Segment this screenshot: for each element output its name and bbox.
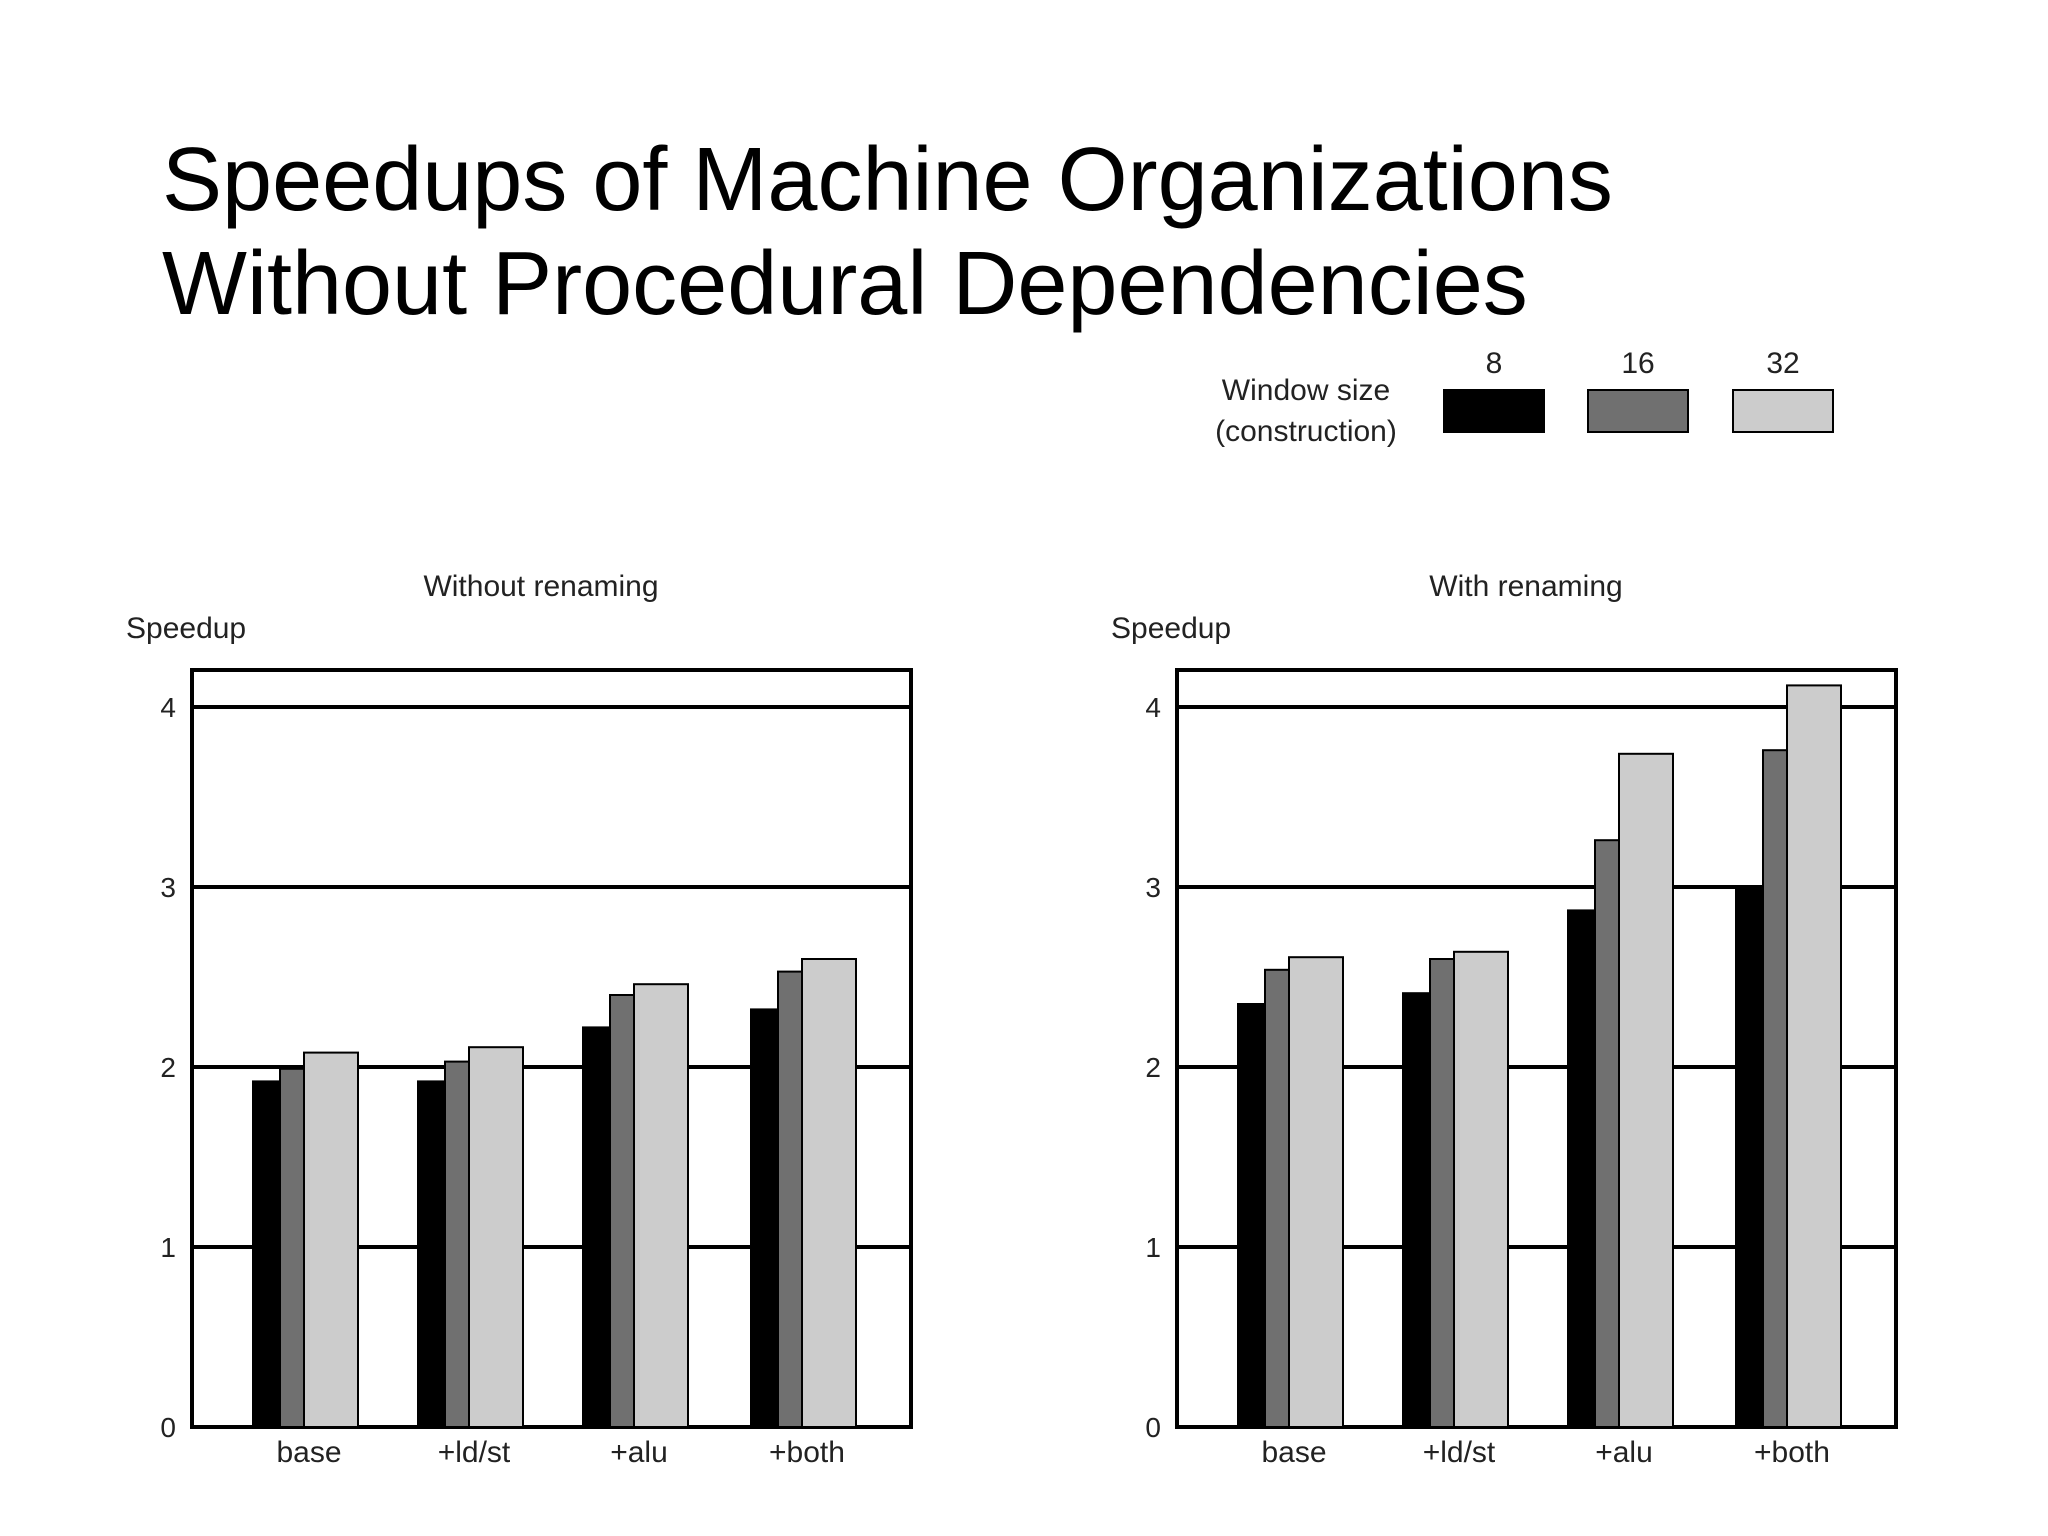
x-tick-label: +both bbox=[1754, 1436, 1830, 1469]
y-tick-label-1: 1 bbox=[1145, 1232, 1161, 1263]
bar-alu-32 bbox=[634, 984, 688, 1427]
y-axis-label: Speedup bbox=[126, 612, 247, 645]
y-tick-label-0: 0 bbox=[160, 1412, 176, 1443]
y-tick-label-2: 2 bbox=[160, 1052, 176, 1083]
legend-swatch-16 bbox=[1588, 390, 1688, 432]
chart-1 bbox=[126, 570, 911, 1469]
bar-ldst-16 bbox=[1430, 959, 1454, 1427]
legend-label-16: 16 bbox=[1621, 347, 1655, 380]
bar-both-16 bbox=[778, 972, 802, 1427]
chart-title: Without renaming bbox=[423, 570, 659, 603]
y-tick-label-4: 4 bbox=[160, 692, 176, 723]
bar-base-32 bbox=[1289, 957, 1343, 1427]
legend-title-line-1: Window size bbox=[1221, 374, 1391, 407]
bar-both-16 bbox=[1763, 750, 1787, 1427]
legend-swatch-8 bbox=[1444, 390, 1544, 432]
bar-alu-16 bbox=[610, 995, 634, 1427]
slide-title-line-2: Without Procedural Dependencies bbox=[162, 234, 1528, 334]
x-tick-label: base bbox=[1261, 1436, 1327, 1469]
bar-base-8 bbox=[253, 1081, 280, 1427]
x-tick-label: +alu bbox=[610, 1436, 668, 1469]
bar-base-32 bbox=[304, 1053, 358, 1427]
x-tick-label: +ld/st bbox=[437, 1436, 511, 1469]
y-tick-label-4: 4 bbox=[1145, 692, 1161, 723]
x-tick-label: base bbox=[276, 1436, 342, 1469]
y-tick-label-0: 0 bbox=[1145, 1412, 1161, 1443]
bar-both-8 bbox=[1736, 887, 1763, 1427]
bar-both-8 bbox=[751, 1009, 778, 1427]
bar-alu-8 bbox=[1568, 910, 1595, 1427]
bar-alu-8 bbox=[583, 1027, 610, 1427]
bar-ldst-8 bbox=[1403, 993, 1430, 1427]
bar-base-16 bbox=[280, 1069, 304, 1427]
legend-title-line-2: (construction) bbox=[1215, 415, 1397, 448]
slide-title-line-1: Speedups of Machine Organizations bbox=[162, 130, 1613, 230]
chart-2 bbox=[1111, 570, 1896, 1469]
bar-both-32 bbox=[802, 959, 856, 1427]
legend-swatch-32 bbox=[1733, 390, 1833, 432]
legend-label-8: 8 bbox=[1485, 347, 1503, 380]
y-tick-label-1: 1 bbox=[160, 1232, 176, 1263]
y-axis-label: Speedup bbox=[1111, 612, 1232, 645]
bar-ldst-32 bbox=[1454, 952, 1508, 1427]
charts bbox=[126, 570, 1896, 1469]
y-tick-label-2: 2 bbox=[1145, 1052, 1161, 1083]
x-tick-label: +alu bbox=[1595, 1436, 1653, 1469]
bar-ldst-8 bbox=[418, 1081, 445, 1427]
bar-base-8 bbox=[1238, 1004, 1265, 1427]
bar-ldst-32 bbox=[469, 1047, 523, 1427]
bar-base-16 bbox=[1265, 970, 1289, 1427]
bar-alu-32 bbox=[1619, 754, 1673, 1427]
legend-label-32: 32 bbox=[1766, 347, 1800, 380]
y-tick-label-3: 3 bbox=[160, 872, 176, 903]
legend-items bbox=[1444, 347, 1833, 432]
x-tick-label: +ld/st bbox=[1422, 1436, 1496, 1469]
bar-alu-16 bbox=[1595, 840, 1619, 1427]
y-tick-label-3: 3 bbox=[1145, 872, 1161, 903]
legend bbox=[1215, 347, 1833, 448]
bar-ldst-16 bbox=[445, 1062, 469, 1427]
bar-both-32 bbox=[1787, 685, 1841, 1427]
x-tick-label: +both bbox=[769, 1436, 845, 1469]
chart-title: With renaming bbox=[1429, 570, 1623, 603]
